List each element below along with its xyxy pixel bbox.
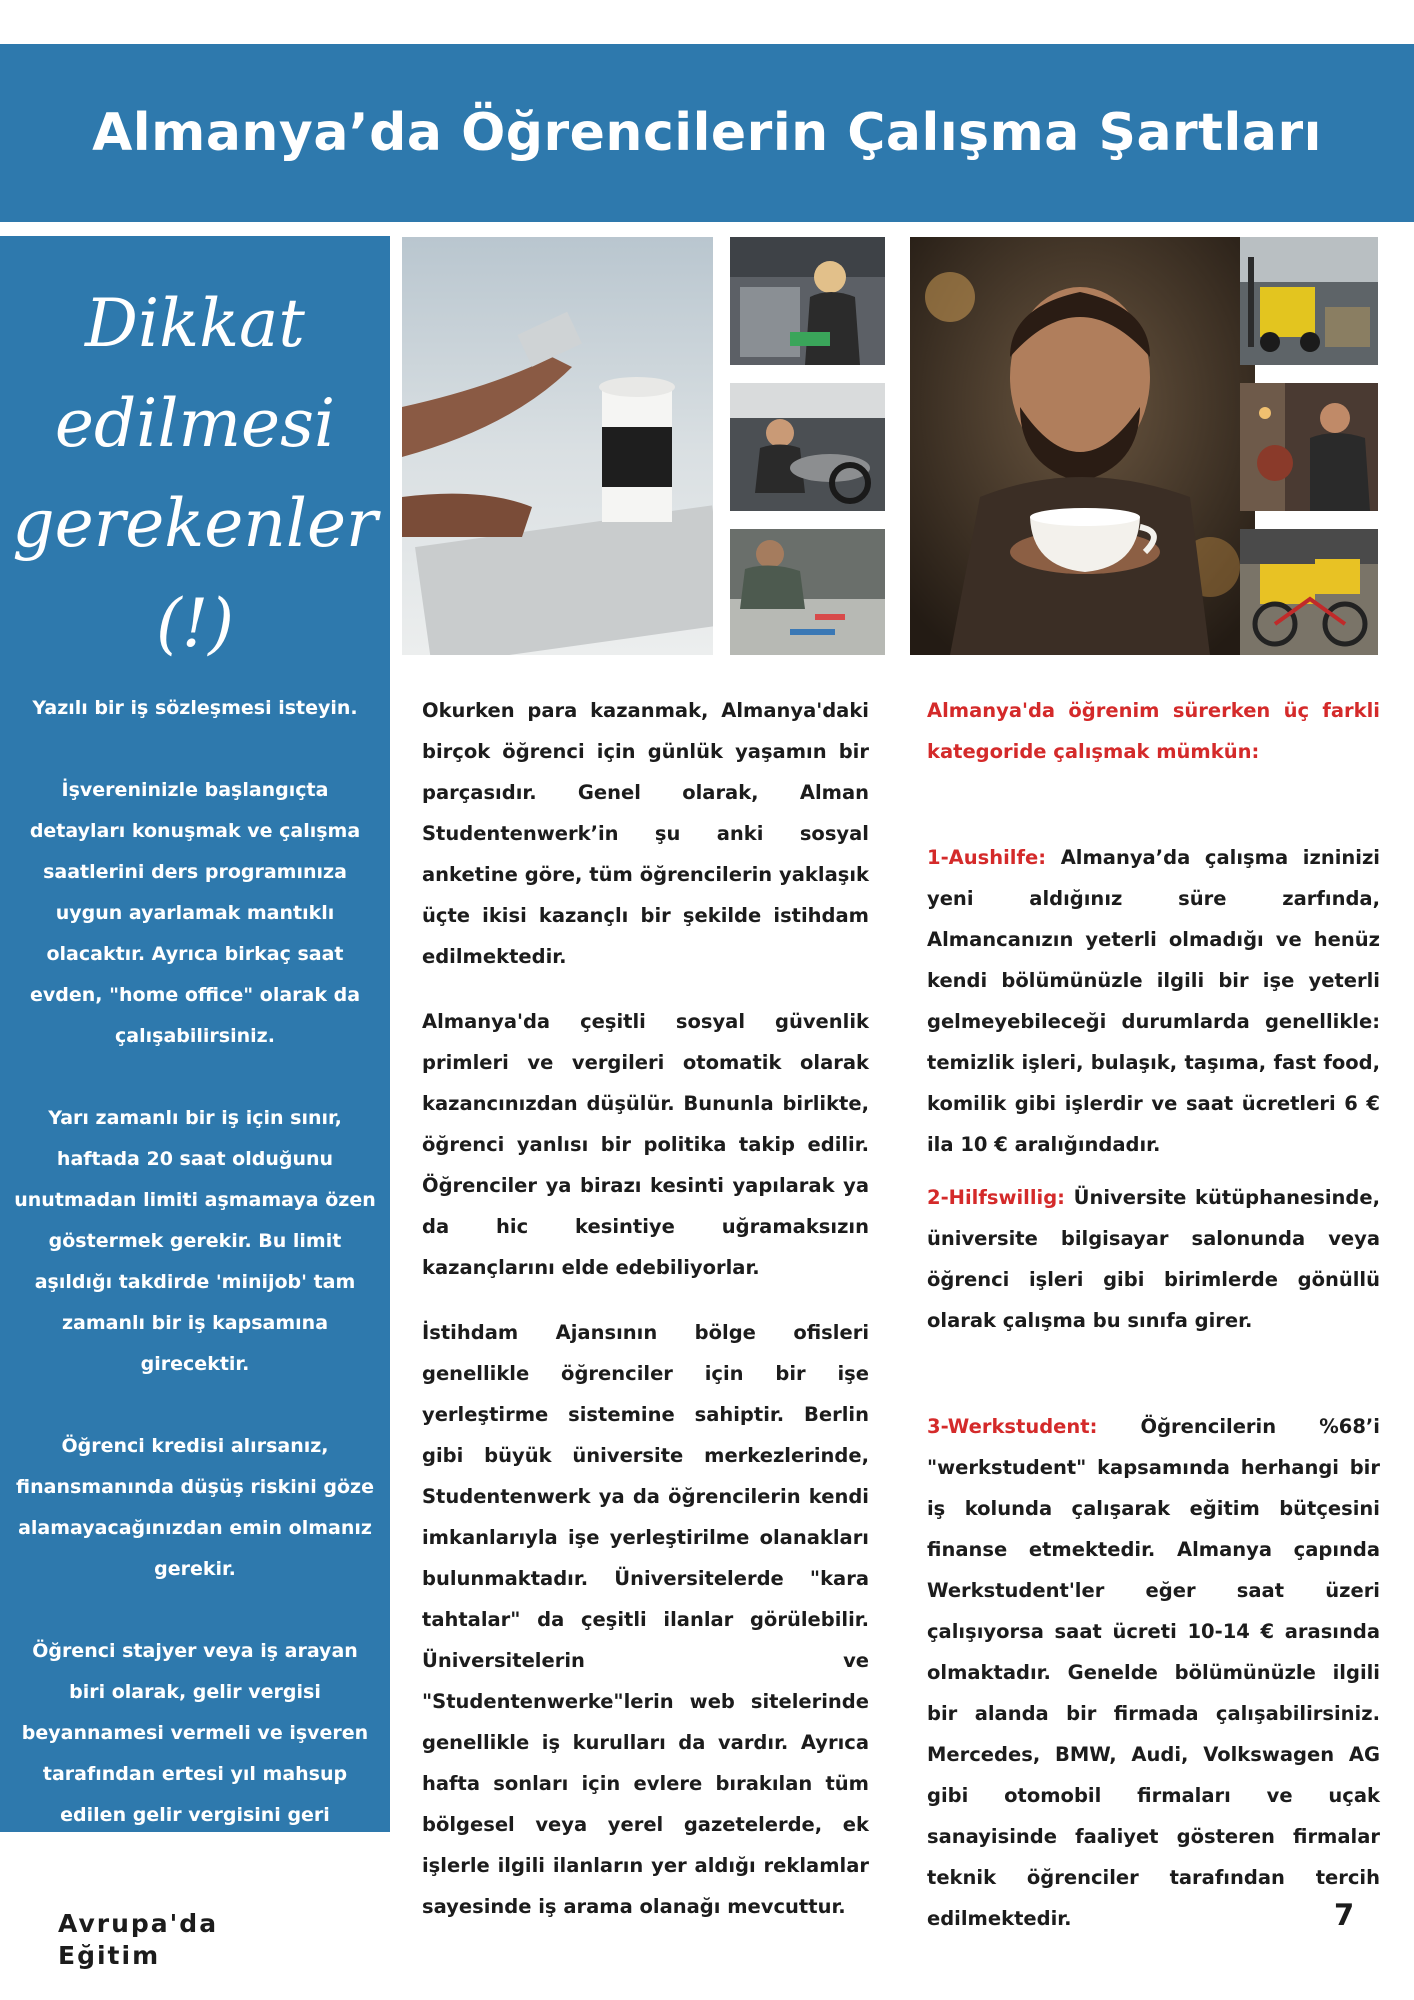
category-hilfswillig xyxy=(927,1177,1380,1341)
category-label: 2-Hilfswillig: xyxy=(927,1186,1065,1209)
category-werkstudent xyxy=(927,1406,1380,1939)
categories-intro: Almanya'da öğrenim sürerken üç farkli kategoride çalışmak mümkün: xyxy=(927,699,1380,763)
footer-brand-line: Eğitim xyxy=(58,1941,161,1970)
category-label: 1-Aushilfe: xyxy=(927,846,1046,869)
page-title: Almanya’da Öğrencilerin Çalışma Şartları xyxy=(92,103,1322,163)
delivery-bike-photo xyxy=(1240,529,1378,655)
body-paragraph: İstihdam Ajansının bölge ofisleri genellikle öğrenciler için bir işe yerleştirme sistemine sahiptir. Berlin gibi büyük üniversite merkezlerinde, Studentenwerk ya da öğrencilerin kendi imkanlarıyla işe yerleştirilme olanakları bulunmaktadır. Üniversitelerde "kara tahtalar" da çeşitli ilanlar görülebilir. Üniversitelerin ve "Studentenwerke"lerin web sitelerinde genellikle iş kurulları da vardır. Ayrıca hafta sonları için evlere bırakılan tüm bölgesel veya yerel gazetelerde, ek işlerle ilgili ilanların yer aldığı reklamlar sayesinde iş arama olanağı mevcuttur. xyxy=(422,1321,869,1918)
tip-paragraph: Yazılı bir iş sözleşmesi isteyin. xyxy=(32,697,358,719)
footer-brand-line: Avrupa'da xyxy=(58,1909,219,1938)
workshop-photo xyxy=(730,529,885,655)
coffee-server-photo xyxy=(910,237,1255,655)
hairdresser-photo xyxy=(1240,383,1378,511)
sidebar-heading-line: Dikkat xyxy=(85,285,305,362)
tip-paragraph: Öğrenci stajyer veya iş arayan biri olarak, gelir vergisi beyannamesi vermeli ve işveren tarafından ertesi yıl mahsup edilen gelir vergisini geri almalısınız. xyxy=(21,1640,369,1867)
sidebar-heading-line: gerekenler xyxy=(12,485,378,562)
sidebar-heading xyxy=(0,274,390,674)
header-band xyxy=(0,44,1414,222)
tip-paragraph: Öğrenci kredisi alırsanız, finansmanında düşüş riskini göze alamayacağınızdan emin olmanız gerekir. xyxy=(16,1435,374,1580)
body-paragraph: Almanya'da çeşitli sosyal güvenlik primleri ve vergileri otomatik olarak kazancınızdan düşülür. Bununla birlikte, öğrenci yanlısı bir politika takip edilir. Öğrenciler ya birazı kesinti yapılarak ya da hic kesintiye uğramaksızın kazançlarını elde edebiliyorlar. xyxy=(422,1010,869,1279)
category-text: Üniversite kütüphanesinde, üniversite bilgisayar salonunda veya öğrenci işleri gibi birimlerde gönüllü olarak çalışma bu sınıfa girer. xyxy=(927,1186,1380,1332)
category-label: 3-Werkstudent: xyxy=(927,1415,1098,1438)
laptop-coffee-photo xyxy=(402,237,713,655)
barista-photo xyxy=(730,237,885,365)
category-text: Almanya’da çalışma izninizi yeni aldığınız süre zarfında, Almancanızın yeterli olmadığı ve henüz kendi bölümünüzle ilgili bir işe yeterli gelmeyebileceği durumlarda genellikle: temizlik işleri, bulaşık, taşıma, fast food, komilik gibi işlerdir ve saat ücretleri 6 € ila 10 € aralığındadır. xyxy=(927,846,1380,1156)
category-aushilfe xyxy=(927,837,1380,1165)
sidebar-tips xyxy=(14,688,376,1918)
tips-sidebar xyxy=(0,236,390,1867)
right-column xyxy=(927,690,1380,1963)
tip-paragraph: Yarı zamanlı bir iş için sınır, haftada 20 saat olduğunu unutmadan limiti aşmamaya özen göstermek gerekir. Bu limit aşıldığı takdirde 'minijob' tam zamanlı bir iş kapsamına girecektir. xyxy=(14,1107,376,1375)
footer-brand xyxy=(58,1908,278,1972)
sidebar-heading-line: (!) xyxy=(155,585,235,662)
forklift-photo xyxy=(1240,237,1378,365)
motorcycle-mechanic-photo xyxy=(730,383,885,511)
sidebar-heading-line: edilmesi xyxy=(54,385,336,462)
middle-column xyxy=(422,690,869,1951)
page-number: 7 xyxy=(1334,1898,1355,1932)
tip-paragraph: İşvereninizle başlangıçta detayları konuşmak ve çalışma saatlerini ders programınıza uygun ayarlamak mantıklı olacaktır. Ayrıca birkaç saat evden, "home office" olarak da çalışabilirsiniz. xyxy=(29,779,361,1047)
body-paragraph: Okurken para kazanmak, Almanya'daki birçok öğrenci için günlük yaşamın bir parçasıdır. Genel olarak, Alman Studentenwerk’in şu anki sosyal anketine göre, tüm öğrencilerin yaklaşık üçte ikisi kazançlı bir şekilde istihdam edilmektedir. xyxy=(422,699,869,968)
category-text: Öğrencilerin %68’i "werkstudent" kapsamında herhangi bir iş kolunda çalışarak eğitim bütçesini finanse etmektedir. Almanya çapında Werkstudent'ler eğer saat üzeri çalışıyorsa saat ücreti 10-14 € arasında olmaktadır. Genelde bölümünüzle ilgili bir alanda bir firmada çalışabilirsiniz. Mercedes, BMW, Audi, Volkswagen AG gibi otomobil firmaları ve uçak sanayisinde faaliyet gösteren firmalar teknik öğrenciler tarafından tercih edilmektedir. xyxy=(927,1415,1380,1930)
